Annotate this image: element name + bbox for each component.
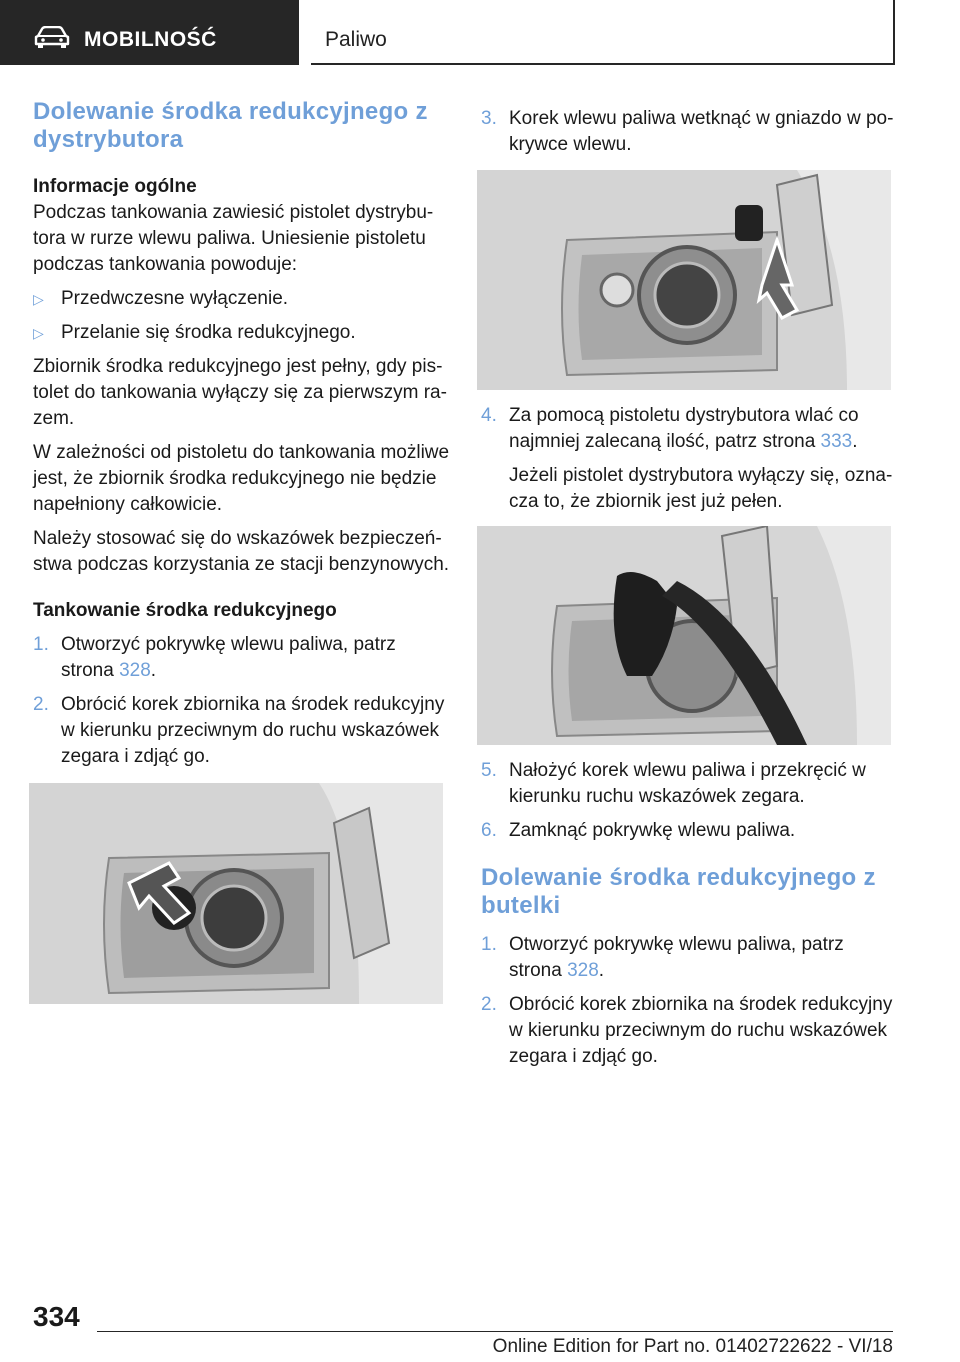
car-icon — [34, 26, 70, 48]
footer-divider — [97, 1331, 893, 1332]
step-item — [481, 106, 901, 158]
step-number: 3. — [481, 108, 497, 129]
photo-remove-cap — [29, 783, 443, 1004]
paragraph-full-tank: Zbiornik środka redukcyjnego jest pełny, gdy pis-tolet do tankowania wyłączy się za pierwszym ra-zem. — [33, 356, 447, 429]
step-text: Zamknąć pokrywkę wlewu paliwa. — [509, 820, 796, 841]
step-number: 1. — [481, 934, 497, 955]
edition-footer: Online Edition for Part no. 01402722622 - VI/18 — [492, 1336, 893, 1357]
bullet-text: Przelanie się środka redukcyjnego. — [61, 322, 356, 343]
paragraph-safety: Należy stosować się do wskazówek bezpieczeń-stwa podczas korzystania ze stacji benzynowych. — [33, 528, 450, 575]
step-item — [481, 932, 901, 984]
step-number: 2. — [33, 694, 49, 715]
chapter-title: Paliwo — [325, 28, 387, 51]
header-chapter-box — [311, 0, 895, 65]
bullet-item — [33, 286, 453, 312]
step-text: Otworzyć pokrywkę wlewu paliwa, patrz strona 328. — [61, 634, 396, 681]
paragraph-partial-fill: W zależności od pistoletu do tankowania możliwe jest, że zbiornik środka redukcyjnego nie będzie napełniony całkowicie. — [33, 442, 450, 515]
bullet-item — [33, 320, 453, 346]
step-number: 4. — [481, 405, 497, 426]
step-text: Obrócić korek zbiornika na środek redukcyjny w kierunku przeciwnym do ruchu wskazówek zegara i zdjąć go. — [61, 694, 445, 767]
step-text: Otworzyć pokrywkę wlewu paliwa, patrz strona 328. — [509, 934, 844, 981]
right-column-steps-5-6 — [481, 758, 901, 1070]
triangle-bullet-icon: ▷ — [33, 291, 44, 307]
left-column — [33, 98, 453, 770]
photo-nozzle-inserted — [477, 526, 891, 745]
step-item — [481, 403, 901, 455]
page-link[interactable]: 333 — [820, 431, 853, 452]
step-text: Nałożyć korek wlewu paliwa i przekręcić w kierunku ruchu wskazówek zegara. — [509, 760, 866, 807]
section-title: MOBILNOŚĆ — [84, 28, 217, 51]
step-note: Jeżeli pistolet dystrybutora wyłączy się, ozna-cza to, że zbiornik jest już pełen. — [509, 465, 893, 512]
section-heading-dispenser: Dolewanie środka redukcyjnego z dystrybutora — [33, 98, 428, 153]
step-text: Korek wlewu paliwa wetknąć w gniazdo w po-krywce wlewu. — [509, 108, 894, 155]
triangle-bullet-icon: ▷ — [33, 325, 44, 341]
step-item — [481, 992, 901, 1070]
step-item — [33, 692, 453, 770]
bullet-text: Przedwczesne wyłączenie. — [61, 288, 289, 309]
step-item — [481, 818, 901, 844]
section-heading-bottle: Dolewanie środka redukcyjnego z butelki — [481, 864, 876, 919]
page-link[interactable]: 328 — [119, 660, 151, 681]
refuel-heading: Tankowanie środka redukcyjnego — [33, 600, 337, 621]
general-info-heading: Informacje ogólne — [33, 176, 197, 197]
general-info-text: Podczas tankowania zawiesić pistolet dystrybu-tora w rurze wlewu paliwa. Uniesienie pistoletu podczas tankowania powoduje: — [33, 202, 434, 275]
step-item — [33, 632, 453, 684]
right-column-step4 — [481, 403, 901, 515]
page-link[interactable]: 328 — [567, 960, 599, 981]
step-text: Obrócić korek zbiornika na środek redukcyjny w kierunku przeciwnym do ruchu wskazówek zegara i zdjąć go. — [509, 994, 893, 1067]
right-column — [481, 106, 901, 158]
step-number: 1. — [33, 634, 49, 655]
page-number: 334 — [33, 1301, 80, 1332]
photo-cap-in-holder — [477, 170, 891, 390]
step-text: Za pomocą pistoletu dystrybutora wlać co najmniej zalecaną ilość, patrz strona 333. — [509, 405, 859, 452]
step-item — [481, 758, 901, 810]
step-number: 5. — [481, 760, 497, 781]
step-number: 6. — [481, 820, 497, 841]
step-number: 2. — [481, 994, 497, 1015]
header-section-tab — [0, 0, 299, 65]
